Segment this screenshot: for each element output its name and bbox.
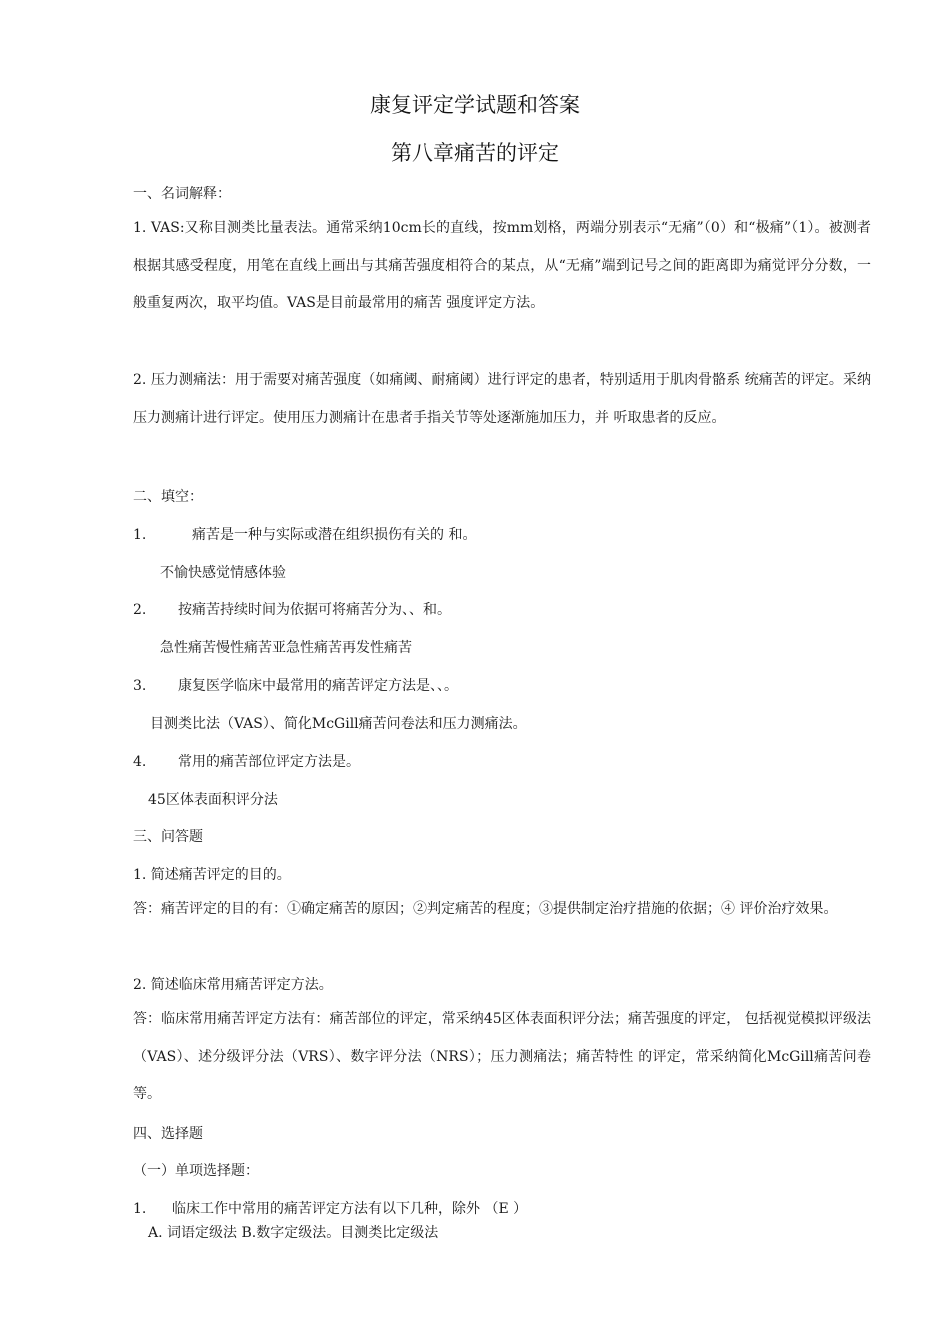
section-heading-fill-blank: 二、填空： [133, 489, 203, 505]
section-heading-questions: 三、问答题 [133, 829, 203, 845]
question-number: 4. [133, 754, 147, 770]
question-text: 按痛苦持续时间为依据可将痛苦分为、、和。 [178, 602, 451, 618]
fill-question-4 [133, 751, 873, 771]
question-number: 3. [133, 678, 147, 694]
essay-question-1: 1. 简述痛苦评定的目的。 [133, 867, 291, 883]
choice-options-1: A. 词语定级法 B.数字定级法。目测类比定级法 [148, 1225, 439, 1241]
choice-question-1 [133, 1198, 873, 1218]
essay-answer-1: 答：痛苦评定的目的有：①确定痛苦的原因；②判定痛苦的程度；③提供制定治疗措施的依据；④ 评价治疗效果。 [133, 901, 838, 917]
essay-question-2: 2. 简述临床常用痛苦评定方法。 [133, 977, 333, 993]
question-number: 1. [133, 1201, 147, 1217]
essay-answer-2: 答：临床常用痛苦评定方法有：痛苦部位的评定，常采纳45区体表面积评分法；痛苦强度的评定， 包括视觉模拟评级法（VAS）、述分级评分法（VRS）、数字评分法（NRS）；压力测痛法；痛苦特性 的评定，常采纳简化McGill痛苦问卷等。 [133, 1011, 871, 1102]
question-text: 常用的痛苦部位评定方法是。 [178, 754, 360, 770]
fill-question-1 [133, 524, 873, 544]
question-number: 2. [133, 602, 147, 618]
question-text: 康复医学临床中最常用的痛苦评定方法是、、。 [178, 678, 458, 694]
question-text: 痛苦是一种与实际或潜在组织损伤有关的 和。 [192, 527, 477, 543]
subsection-single-choice: （一）单项选择题： [133, 1163, 259, 1179]
section-heading-definitions: 一、名词解释： [133, 186, 231, 202]
fill-answer-1: 不愉快感觉情感体验 [160, 565, 286, 581]
fill-answer-2: 急性痛苦慢性痛苦亚急性痛苦再发性痛苦 [160, 640, 412, 656]
fill-question-3 [133, 675, 873, 695]
section-heading-choice: 四、选择题 [133, 1126, 203, 1142]
fill-answer-4: 45区体表面积评分法 [148, 792, 278, 808]
question-number: 1. [133, 527, 147, 543]
document-title: 康复评定学试题和答案 [370, 93, 580, 117]
chapter-title: 第八章痛苦的评定 [391, 141, 559, 165]
question-text: 临床工作中常用的痛苦评定方法有以下几种，除外 （E ） [172, 1201, 528, 1217]
fill-question-2 [133, 599, 873, 619]
fill-answer-3: 目测类比法（VAS）、简化McGill痛苦问卷法和压力测痛法。 [150, 716, 527, 732]
definition-vas: 1. VAS:又称目测类比量表法。通常采纳10cm长的直线，按mm划格，两端分别表示“无痛”（0）和“极痛”（1）。被测者根据其感受程度，用笔在直线上画出与其痛苦强度相符合的某点，从“无痛”端到记号之间的距离即为痛觉评分分数，一般重复两次，取平均值。VAS是目前最常用的痛苦 强度评定方法。 [133, 220, 871, 311]
definition-pressure-algometry: 2. 压力测痛法：用于需要对痛苦强度（如痛阈、耐痛阈）进行评定的患者，特别适用于肌肉骨骼系 统痛苦的评定。采纳压力测痛计进行评定。使用压力测痛计在患者手指关节等处逐渐施加压力，并 听取患者的反应。 [133, 372, 871, 426]
